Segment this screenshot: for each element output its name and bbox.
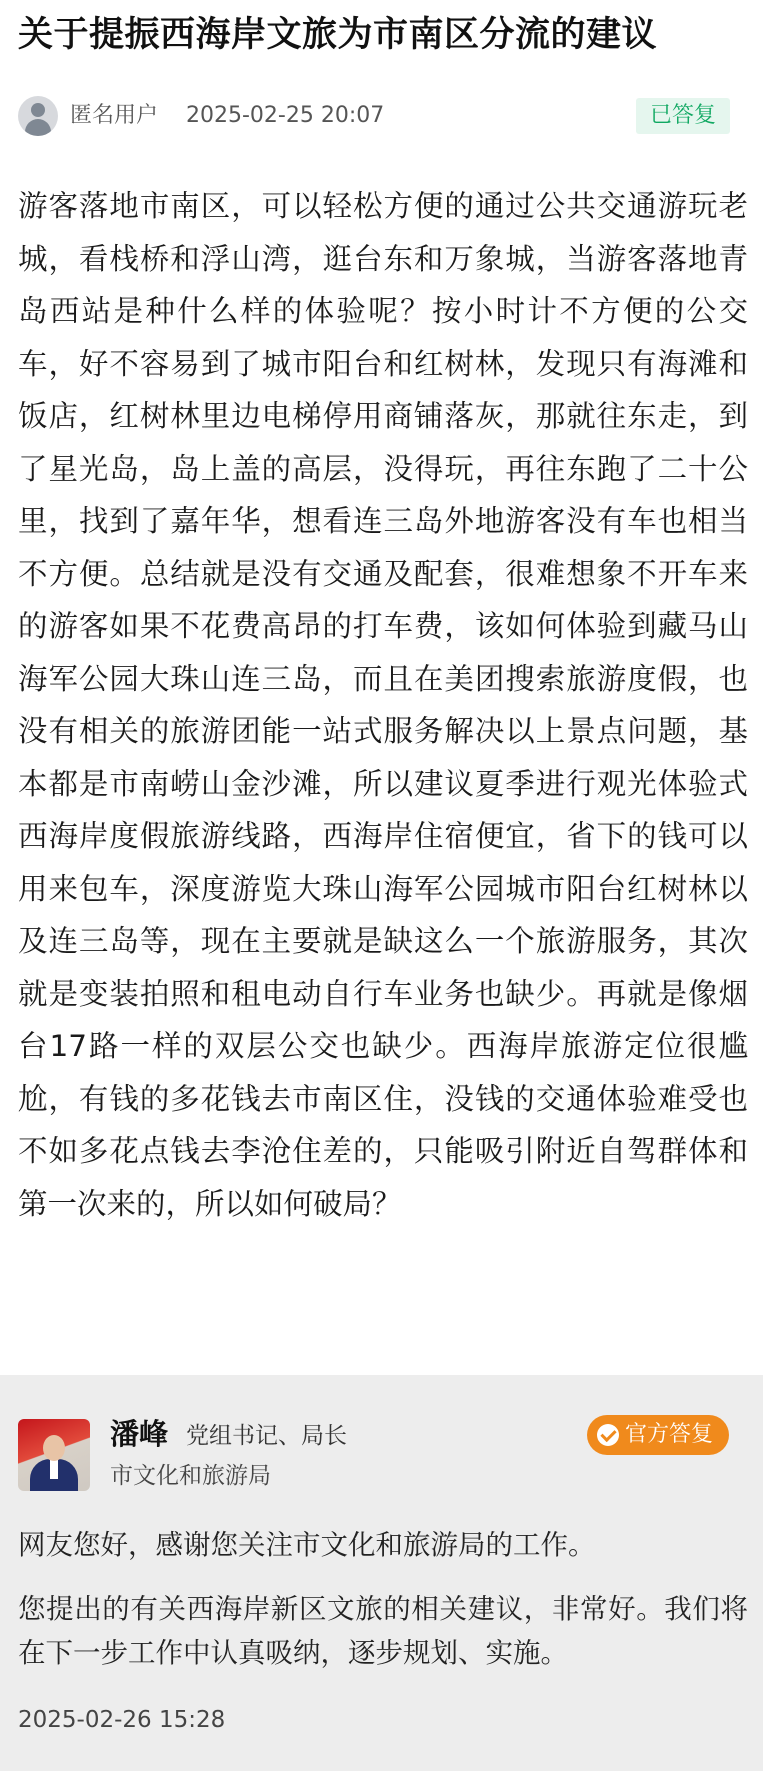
official-position: 党组书记、局长 (186, 1423, 347, 1449)
reply-time: 2025-02-26 15:28 (18, 1707, 226, 1733)
official-department[interactable]: 市文化和旅游局 (110, 1463, 271, 1489)
reply-greeting: 网友您好，感谢您关注市文化和旅游局的工作。 (18, 1529, 596, 1561)
post-time: 2025-02-25 20:07 (186, 103, 385, 128)
official-badge-label: 官方答复 (624, 1422, 713, 1447)
status-badge: 已答复 (636, 98, 730, 134)
page-title: 关于提振西海岸文旅为市南区分流的建议 (18, 15, 658, 55)
user-avatar-icon (18, 96, 58, 136)
post-meta (18, 96, 730, 136)
author-name: 匿名用户 (70, 103, 159, 128)
reply-body: 您提出的有关西海岸新区文旅的相关建议，非常好。我们将在下一步工作中认真吸纳，逐步规划、实施。 (18, 1593, 748, 1669)
official-avatar[interactable] (18, 1419, 90, 1491)
question-content: 游客落地市南区，可以轻松方便的通过公共交通游玩老城，看栈桥和浮山湾，逛台东和万象城，当游客落地青岛西站是种什么样的体验呢？按小时计不方便的公交车，好不容易到了城市阳台和红树林，发现只有海滩和饭店，红树林里边电梯停用商铺落灰，那就往东走，到了星光岛，岛上盖的高层，没得玩，再往东跑了二十公里，找到了嘉年华，想看连三岛外地游客没有车也相当不方便。总结就是没有交通及配套，很难想象不开车来的游客如果不花费高昂的打车费，该如何体验到藏马山海军公园大珠山连三岛，而且在美团搜索旅游度假，也没有相关的旅游团能一站式服务解决以上景点问题，基本都是市南崂山金沙滩，所以建议夏季进行观光体验式西海岸度假旅游线路，西海岸住宿便宜，省下的钱可以用来包车，深度游览大珠山海军公园城市阳台红树林以及连三岛等，现在主要就是缺这么一个旅游服务，其次就是变装拍照和租电动自行车业务也缺少。再就是像烟台17路一样的双层公交也缺少。西海岸旅游定位很尴尬，有钱的多花钱去市南区住，没钱的交通体验难受也不如多花点钱去李沧住差的，只能吸引附近自驾群体和第一次来的，所以如何破局？ (18, 189, 748, 1221)
official-reply-card (0, 1375, 763, 1771)
check-circle-icon (597, 1424, 619, 1446)
official-name[interactable]: 潘峰 (110, 1417, 169, 1451)
official-reply-badge (587, 1415, 729, 1455)
